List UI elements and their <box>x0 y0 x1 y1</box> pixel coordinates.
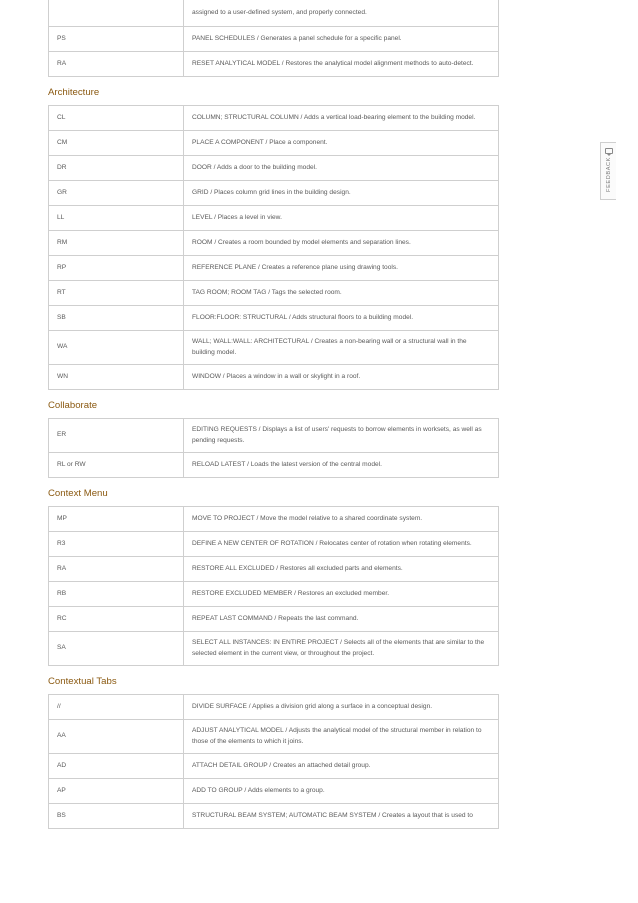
table-row <box>49 507 499 532</box>
shortcut-table-context-menu <box>48 506 499 666</box>
table-row <box>49 106 499 131</box>
table-row <box>49 27 499 52</box>
shortcut-description: SELECT ALL INSTANCES: IN ENTIRE PROJECT / Selects all of the elements that are similar to the selected element in the current view, or throughout the project. <box>184 632 499 666</box>
shortcut-key: CM <box>49 131 184 156</box>
shortcut-description: DEFINE A NEW CENTER OF ROTATION / Relocates center of rotation when rotating elements. <box>184 532 499 557</box>
speech-bubble-icon <box>605 148 613 154</box>
shortcut-description: WALL; WALL:WALL: ARCHITECTURAL / Creates a non-bearing wall or a structural wall in the building model. <box>184 331 499 365</box>
shortcut-key: RA <box>49 557 184 582</box>
table-row <box>49 256 499 281</box>
table-row <box>49 779 499 804</box>
table-row <box>49 720 499 754</box>
section-heading-architecture: Architecture <box>48 87 100 98</box>
table-row <box>49 607 499 632</box>
shortcut-key: R3 <box>49 532 184 557</box>
table-row <box>49 695 499 720</box>
table-row <box>49 231 499 256</box>
table-row <box>49 0 499 27</box>
shortcut-description: assigned to a user-defined system, and properly connected. <box>184 0 499 27</box>
shortcut-key: WN <box>49 365 184 390</box>
shortcut-description: RESTORE EXCLUDED MEMBER / Restores an excluded member. <box>184 582 499 607</box>
shortcut-key: RM <box>49 231 184 256</box>
shortcut-description: GRID / Places column grid lines in the building design. <box>184 181 499 206</box>
table-row <box>49 281 499 306</box>
shortcut-description: PANEL SCHEDULES / Generates a panel schedule for a specific panel. <box>184 27 499 52</box>
shortcut-key: AA <box>49 720 184 754</box>
shortcut-table-architecture <box>48 105 499 390</box>
shortcut-table-contextual-tabs <box>48 694 499 829</box>
shortcut-key: WA <box>49 331 184 365</box>
feedback-tab[interactable] <box>600 142 616 200</box>
shortcut-key: RC <box>49 607 184 632</box>
table-row <box>49 156 499 181</box>
shortcut-description: REPEAT LAST COMMAND / Repeats the last command. <box>184 607 499 632</box>
shortcut-key: RP <box>49 256 184 281</box>
shortcut-description: RELOAD LATEST / Loads the latest version of the central model. <box>184 453 499 478</box>
shortcut-description: WINDOW / Places a window in a wall or skylight in a roof. <box>184 365 499 390</box>
shortcut-description: COLUMN; STRUCTURAL COLUMN / Adds a vertical load-bearing element to the building model. <box>184 106 499 131</box>
shortcut-description: ATTACH DETAIL GROUP / Creates an attached detail group. <box>184 754 499 779</box>
shortcut-description: ADD TO GROUP / Adds elements to a group. <box>184 779 499 804</box>
shortcut-key: ER <box>49 419 184 453</box>
table-row <box>49 306 499 331</box>
shortcut-key: PS <box>49 27 184 52</box>
shortcut-description: LEVEL / Places a level in view. <box>184 206 499 231</box>
shortcut-description: RESET ANALYTICAL MODEL / Restores the analytical model alignment methods to auto-detect. <box>184 52 499 77</box>
shortcut-description: REFERENCE PLANE / Creates a reference plane using drawing tools. <box>184 256 499 281</box>
shortcut-key: CL <box>49 106 184 131</box>
shortcut-description: ROOM / Creates a room bounded by model elements and separation lines. <box>184 231 499 256</box>
feedback-label: FEEDBACK <box>605 157 612 192</box>
shortcut-key: MP <box>49 507 184 532</box>
shortcut-key: // <box>49 695 184 720</box>
table-row <box>49 804 499 829</box>
shortcut-key: GR <box>49 181 184 206</box>
shortcut-key: SB <box>49 306 184 331</box>
shortcut-description: TAG ROOM; ROOM TAG / Tags the selected room. <box>184 281 499 306</box>
shortcut-description: MOVE TO PROJECT / Move the model relative to a shared coordinate system. <box>184 507 499 532</box>
shortcut-description: PLACE A COMPONENT / Place a component. <box>184 131 499 156</box>
shortcut-description: STRUCTURAL BEAM SYSTEM; AUTOMATIC BEAM SYSTEM / Creates a layout that is used to <box>184 804 499 829</box>
shortcut-key: LL <box>49 206 184 231</box>
table-row <box>49 632 499 666</box>
shortcut-description: FLOOR:FLOOR: STRUCTURAL / Adds structural floors to a building model. <box>184 306 499 331</box>
shortcut-key: DR <box>49 156 184 181</box>
shortcut-key: RT <box>49 281 184 306</box>
shortcut-key: SA <box>49 632 184 666</box>
section-heading-collaborate: Collaborate <box>48 400 98 411</box>
shortcut-table-continued <box>48 0 499 77</box>
table-row <box>49 557 499 582</box>
shortcut-key: RB <box>49 582 184 607</box>
table-row <box>49 419 499 453</box>
shortcut-description: RESTORE ALL EXCLUDED / Restores all excluded parts and elements. <box>184 557 499 582</box>
table-row <box>49 331 499 365</box>
section-heading-contextual-tabs: Contextual Tabs <box>48 676 117 687</box>
table-row <box>49 131 499 156</box>
shortcut-description: ADJUST ANALYTICAL MODEL / Adjusts the analytical model of the structural member in relation to those of the elements to which it joins. <box>184 720 499 754</box>
table-row <box>49 754 499 779</box>
shortcut-key <box>49 0 184 27</box>
shortcut-document <box>48 0 499 829</box>
shortcut-key: BS <box>49 804 184 829</box>
shortcut-key: AD <box>49 754 184 779</box>
shortcut-table-collaborate <box>48 418 499 478</box>
shortcut-key: RA <box>49 52 184 77</box>
table-row <box>49 582 499 607</box>
shortcut-description: EDITING REQUESTS / Displays a list of users' requests to borrow elements in worksets, as well as pending requests. <box>184 419 499 453</box>
table-row <box>49 453 499 478</box>
table-row <box>49 532 499 557</box>
shortcut-key: AP <box>49 779 184 804</box>
shortcut-description: DIVIDE SURFACE / Applies a division grid along a surface in a conceptual design. <box>184 695 499 720</box>
section-heading-context-menu: Context Menu <box>48 488 108 499</box>
table-row <box>49 365 499 390</box>
shortcut-description: DOOR / Adds a door to the building model. <box>184 156 499 181</box>
shortcut-key: RL or RW <box>49 453 184 478</box>
table-row <box>49 52 499 77</box>
table-row <box>49 181 499 206</box>
table-row <box>49 206 499 231</box>
